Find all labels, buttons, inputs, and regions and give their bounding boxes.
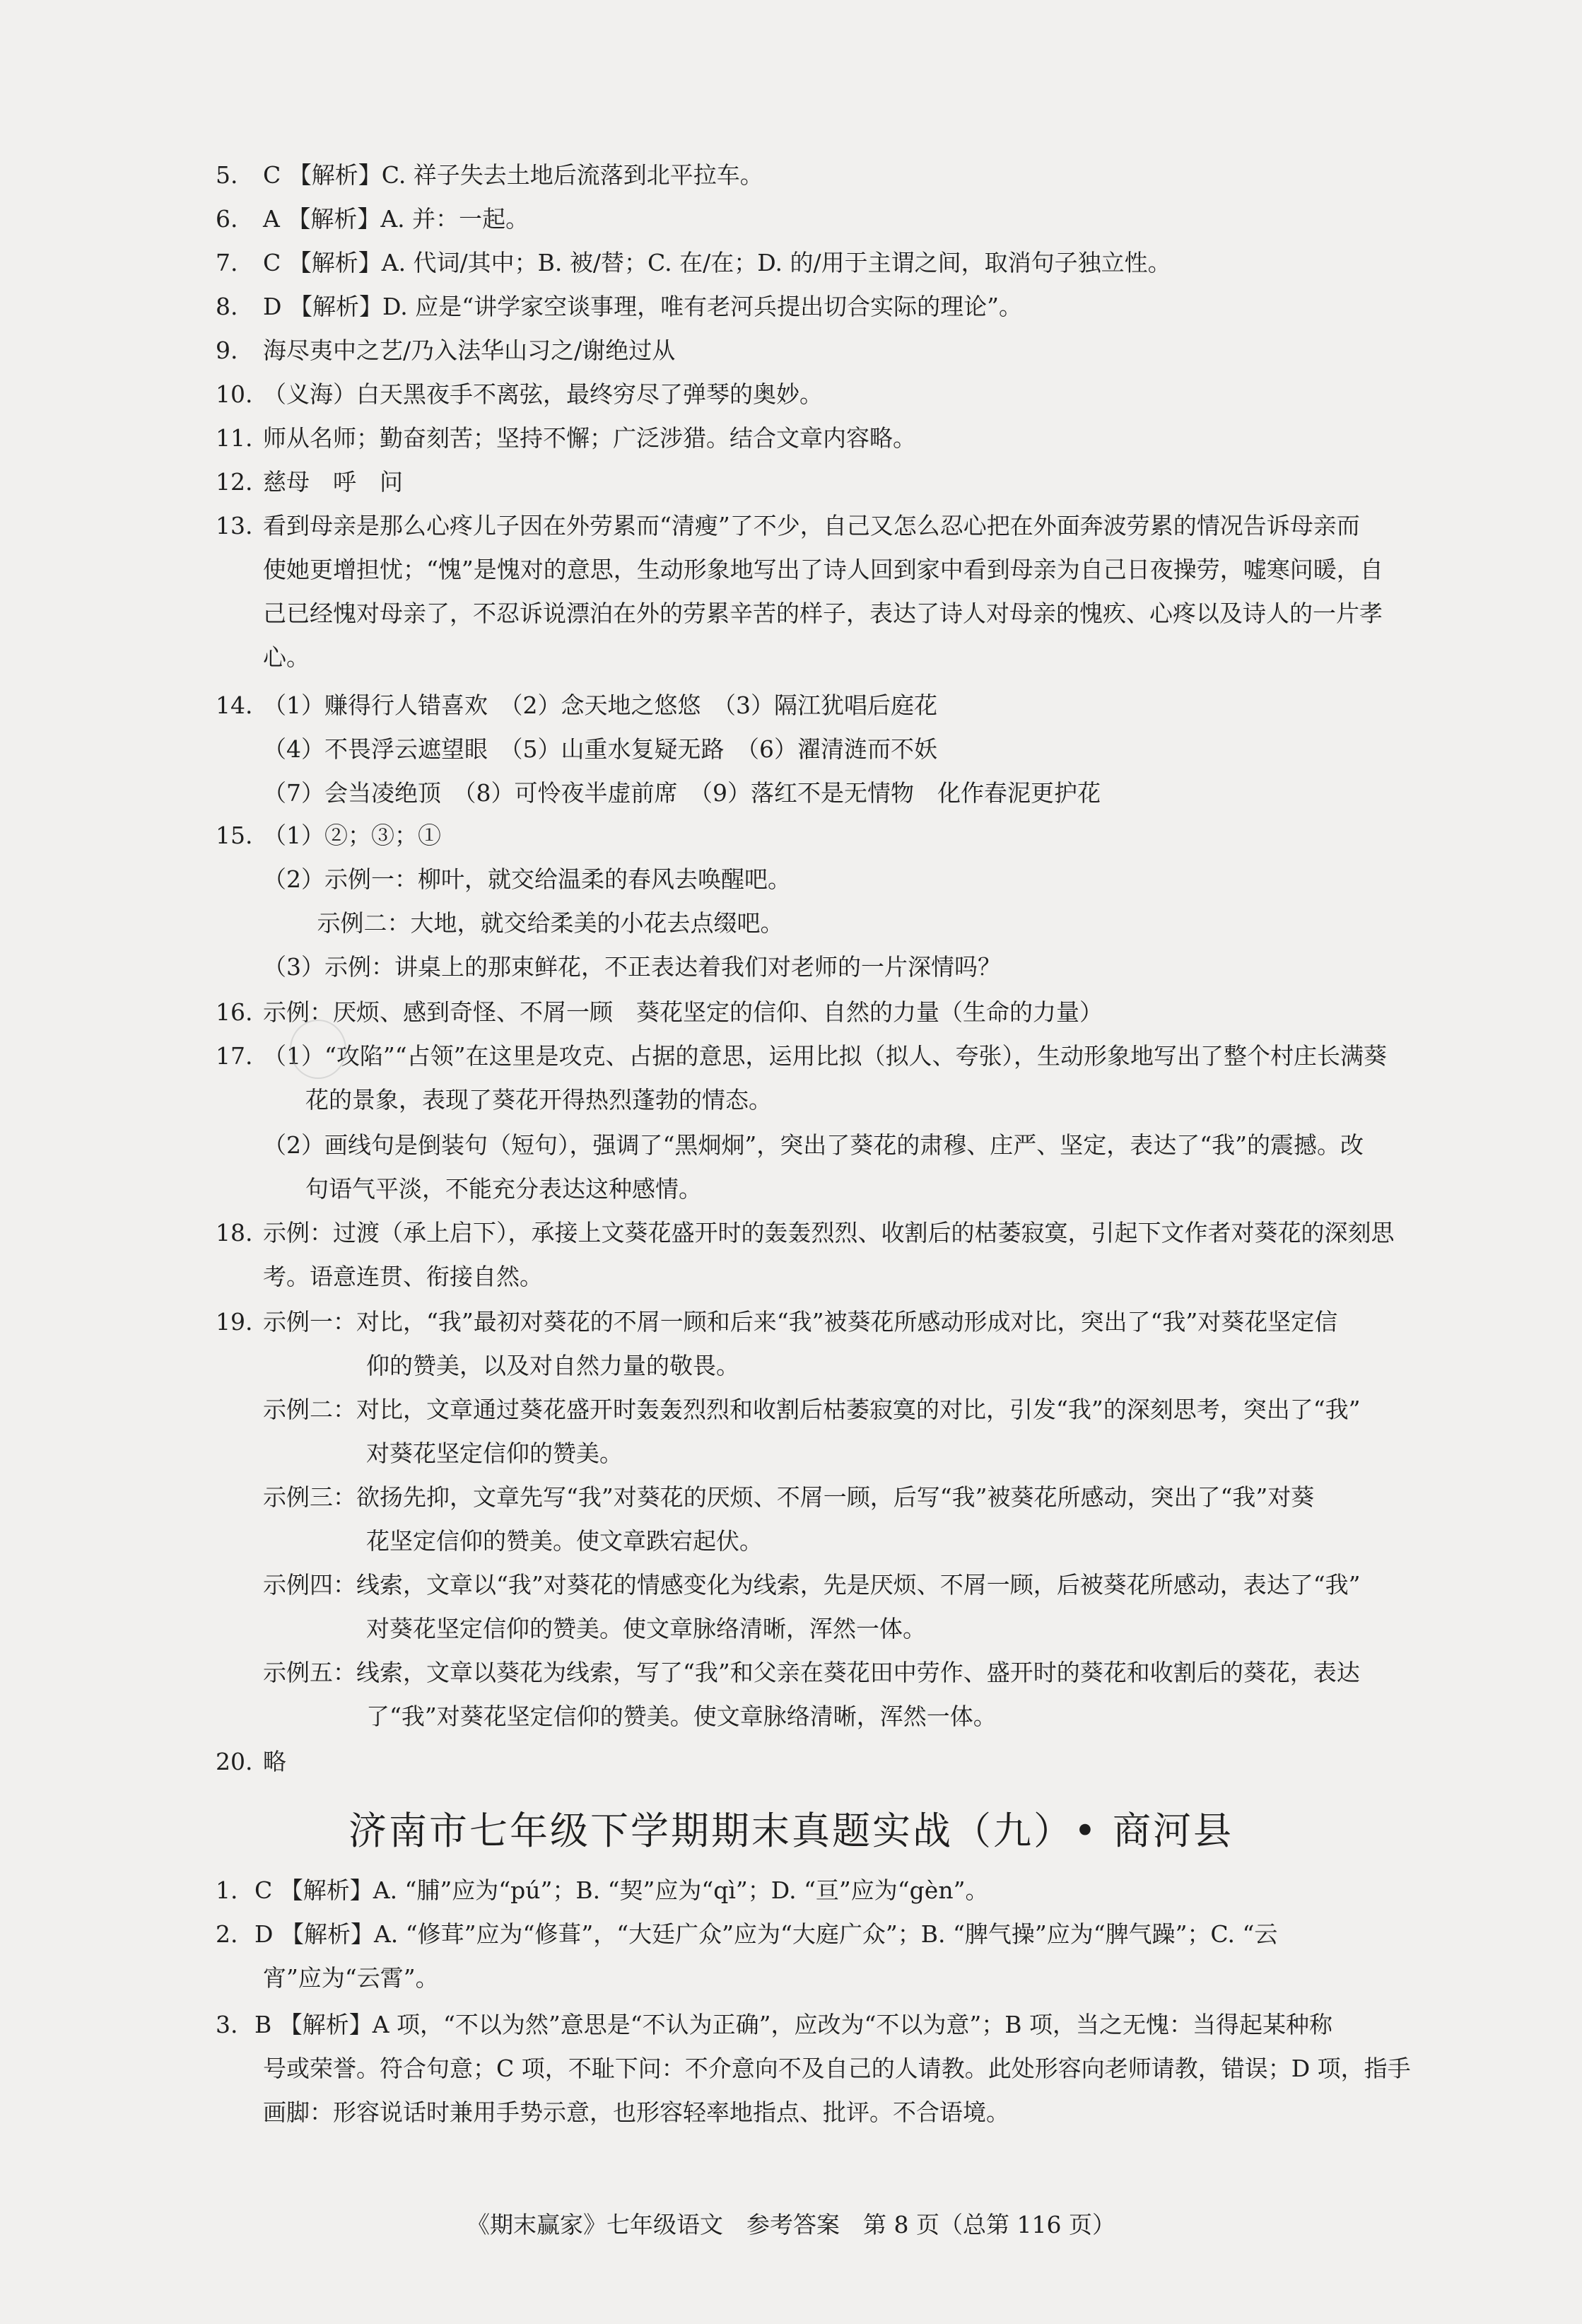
item-number: 14. (216, 691, 253, 719)
item-number: 13. (216, 512, 253, 539)
answer-text: 示例：厌烦、感到奇怪、不屑一顾 葵花坚定的信仰、自然的力量（生命的力量） (263, 998, 1103, 1026)
answer-text: D 【解析】D. 应是“讲学家空谈事理，唯有老河兵提出切合实际的理论”。 (263, 293, 1022, 320)
item-number: 10. (216, 380, 253, 408)
answer-line: 宵”应为“云霄”。 (263, 1964, 439, 1992)
answer-line: 花坚定信仰的赞美。使文章跌宕起伏。 (366, 1527, 763, 1555)
answer-text: A 【解析】A. 并：一起。 (263, 205, 529, 233)
answer-line: 句语气平淡，不能充分表达这种感情。 (305, 1175, 702, 1203)
item-number: 5. (216, 161, 238, 189)
item-number: 15. (216, 822, 253, 849)
answer-line: 号或荣誉。符合句意；C 项，不耻下问：不介意向不及自己的人请教。此处形容向老师请教，错误；D 项，指手 (263, 2055, 1411, 2082)
item-number: 9. (216, 337, 238, 364)
answer-line: 仰的赞美，以及对自然力量的敬畏。 (366, 1352, 739, 1379)
section-title: 济南市七年级下学期期末真题实战（九）• 商河县 (348, 1809, 1234, 1853)
answer-line: 示例四：线索，文章以“我”对葵花的情感变化为线索，先是厌烦、不屑一顾，后被葵花所感动，表达了“我” (263, 1571, 1361, 1599)
answer-text: 慈母 呼 问 (263, 468, 403, 496)
item-number: 19. (216, 1308, 253, 1336)
item-number: 17. (216, 1042, 253, 1070)
answer-line: 示例一：对比，“我”最初对葵花的不屑一顾和后来“我”被葵花所感动形成对比，突出了“我”对葵花坚定信 (263, 1308, 1338, 1336)
answer-line: 心。 (263, 643, 310, 671)
page-footer: 《期末赢家》七年级语文 参考答案 第 8 页（总第 116 页） (467, 2211, 1115, 2238)
answer-line: （2）示例一：柳叶，就交给温柔的春风去唤醒吧。 (263, 865, 791, 893)
answer-line: 示例二：大地，就交给柔美的小花去点缀吧。 (263, 909, 784, 937)
answer-line: 看到母亲是那么心疼儿子因在外劳累而“清瘦”了不少，自己又怎么忍心把在外面奔波劳累的情况告诉母亲而 (263, 512, 1360, 539)
answer-line: （2）画线句是倒装句（短句），强调了“黑炯炯”，突出了葵花的肃穆、庄严、坚定，表达了“我”的震撼。改 (263, 1131, 1364, 1159)
answer-line: 对葵花坚定信仰的赞美。使文章脉络清晰，浑然一体。 (366, 1615, 926, 1642)
answer-line: 己已经愧对母亲了，不忍诉说漂泊在外的劳累辛苦的样子，表达了诗人对母亲的愧疚、心疼以及诗人的一片孝 (263, 600, 1383, 627)
item-number: 11. (216, 424, 253, 452)
item-number: 1. (216, 1876, 238, 1904)
answer-line: C 【解析】A. “脯”应为“pú”；B. “契”应为“qì”；D. “亘”应为“gèn”。 (254, 1876, 989, 1904)
answer-line: 使她更增担忧；“愧”是愧对的意思，生动形象地写出了诗人回到家中看到母亲为自己日夜操劳，嘘寒问暖，自 (263, 556, 1383, 583)
answer-text: （义海）白天黑夜手不离弦，最终穷尽了弹琴的奥妙。 (263, 380, 823, 408)
answer-line: 示例三：欲扬先抑，文章先写“我”对葵花的厌烦、不屑一顾，后写“我”被葵花所感动，突出了“我”对葵 (263, 1483, 1315, 1511)
answer-text: C 【解析】A. 代词/其中；B. 被/替；C. 在/在；D. 的/用于主谓之间，取消句子独立性。 (263, 249, 1171, 276)
answer-line: 了“我”对葵花坚定信仰的赞美。使文章脉络清晰，浑然一体。 (366, 1703, 997, 1730)
answer-line: 示例二：对比，文章通过葵花盛开时轰轰烈烈和收割后枯萎寂寞的对比，引发“我”的深刻思考，突出了“我” (263, 1396, 1361, 1423)
answer-line: （1）“攻陷”“占领”在这里是攻克、占据的意思，运用比拟（拟人、夸张），生动形象地写出了整个村庄长满葵 (263, 1042, 1387, 1070)
item-number: 2. (216, 1920, 238, 1948)
answer-line: B 【解析】A 项，“不以为然”意思是“不认为正确”，应改为“不以为意”；B 项，当之无愧：当得起某种称 (254, 2011, 1333, 2038)
answer-line: 花的景象，表现了葵花开得热烈蓬勃的情态。 (305, 1086, 772, 1114)
answer-line: （1）赚得行人错喜欢 （2）念天地之悠悠 （3）隔江犹唱后庭花 (263, 691, 937, 719)
answer-line: （7）会当凌绝顶 （8）可怜夜半虚前席 （9）落红不是无情物 化作春泥更护花 (263, 779, 1101, 807)
item-number: 18. (216, 1219, 253, 1246)
item-number: 3. (216, 2011, 238, 2038)
item-number: 7. (216, 249, 238, 276)
answer-line: D 【解析】A. “修茸”应为“修葺”，“大廷广众”应为“大庭广众”；B. “脾气操”应为“脾气躁”；C. “云 (254, 1920, 1278, 1948)
item-number: 12. (216, 468, 253, 496)
answer-text: 海尽夷中之艺/乃入法华山习之/谢绝过从 (263, 337, 676, 364)
answer-line: 示例五：线索，文章以葵花为线索，写了“我”和父亲在葵花田中劳作、盛开时的葵花和收割后的葵花，表达 (263, 1659, 1360, 1686)
faint-stamp-mark (290, 1020, 346, 1079)
answer-line: （4）不畏浮云遮望眼 （5）山重水复疑无路 （6）濯清涟而不妖 (263, 735, 937, 763)
answer-line: （1）②；③；① (263, 822, 441, 849)
answer-text: 师从名师；勤奋刻苦；坚持不懈；广泛涉猎。结合文章内容略。 (263, 424, 916, 452)
answer-line: 对葵花坚定信仰的赞美。 (366, 1440, 623, 1467)
answer-text: 略 (263, 1748, 286, 1775)
item-number: 8. (216, 293, 238, 320)
answer-line: （3）示例：讲桌上的那束鲜花，不正表达着我们对老师的一片深情吗？ (263, 953, 1001, 981)
item-number: 16. (216, 998, 253, 1026)
item-number: 20. (216, 1748, 253, 1775)
answer-line: 画脚：形容说话时兼用手势示意，也形容轻率地指点、批评。不合语境。 (263, 2098, 1009, 2126)
item-number: 6. (216, 205, 238, 233)
answer-text: C 【解析】C. 祥子失去土地后流落到北平拉车。 (263, 161, 763, 189)
answer-line: 示例：过渡（承上启下），承接上文葵花盛开时的轰轰烈烈、收割后的枯萎寂寞，引起下文作者对葵花的深刻思 (263, 1219, 1395, 1246)
answer-line: 考。语意连贯、衔接自然。 (263, 1263, 543, 1290)
